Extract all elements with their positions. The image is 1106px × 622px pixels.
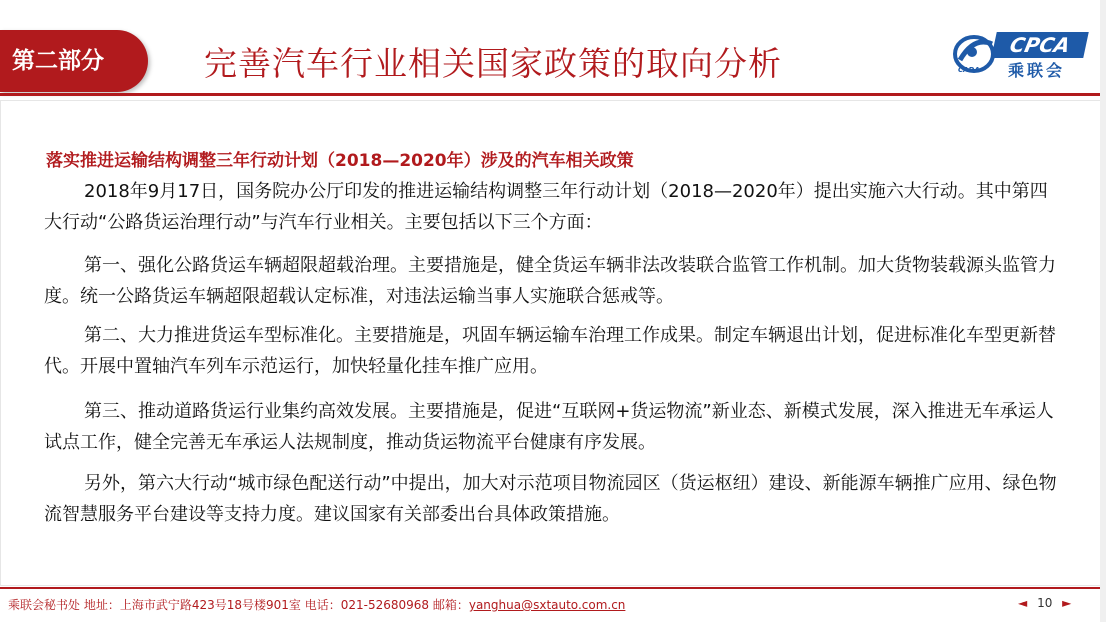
pagination	[1018, 596, 1071, 610]
prev-page-icon[interactable]: ◄	[1018, 596, 1028, 610]
footer-divider	[0, 587, 1106, 589]
paragraph: 第三、推动道路货运行业集约高效发展。主要措施是，促进“互联网+货运物流”新业态、新模式发展，深入推进无车承运人试点工作，健全完善无车承运人法规制度，推动货运物流平台健康有序发展。	[44, 401, 1054, 453]
paragraph: 2018年9月17日，国务院办公厅印发的推进运输结构调整三年行动计划（2018—2020年）提出实施六大行动。其中第四大行动“公路货运治理行动”与汽车行业相关。主要包括以下三个方面：	[44, 181, 1048, 233]
page-title: 完善汽车行业相关国家政策的取向分析	[204, 44, 782, 83]
footer-contact	[8, 596, 625, 613]
footer-info: 乘联会秘书处 地址：上海市武宁路423号18号楼901室 电话：021-52680968 邮箱：	[8, 598, 469, 612]
logo-small-text: CADA	[958, 66, 980, 74]
page-number: 10	[1037, 596, 1053, 610]
cpca-logo	[952, 26, 1102, 80]
section-label: 第二部分	[0, 30, 148, 92]
email-link[interactable]: yanghua@sxtauto.com.cn	[468, 598, 626, 612]
logo-text: CPCA	[991, 32, 1089, 58]
paragraph: 第二、大力推进货运车型标准化。主要措施是，巩固车辆运输车治理工作成果。制定车辆退出计划，促进标准化车型更新替代。开展中置轴汽车列车示范运行，加快轻量化挂车推广应用。	[44, 325, 1056, 377]
header-divider	[0, 93, 1106, 96]
logo-cn-text: 乘联会	[1008, 61, 1066, 80]
section-subheading: 落实推进运输结构调整三年行动计划（2018—2020年）涉及的汽车相关政策	[46, 151, 634, 171]
paragraph: 另外，第六大行动“城市绿色配送行动”中提出，加大对示范项目物流园区（货运枢纽）建设、新能源车辆推广应用、绿色物流智慧服务平台建设等支持力度。建议国家有关部委出台具体政策措施。	[44, 473, 1057, 525]
next-page-icon[interactable]: ►	[1062, 596, 1072, 610]
paragraph: 第一、强化公路货运车辆超限超载治理。主要措施是，健全货运车辆非法改装联合监管工作机制。加大货物装载源头监管力度。统一公路货运车辆超限超载认定标准，对违法运输当事人实施联合惩戒等。	[44, 255, 1056, 307]
scrollbar[interactable]	[1100, 0, 1106, 622]
